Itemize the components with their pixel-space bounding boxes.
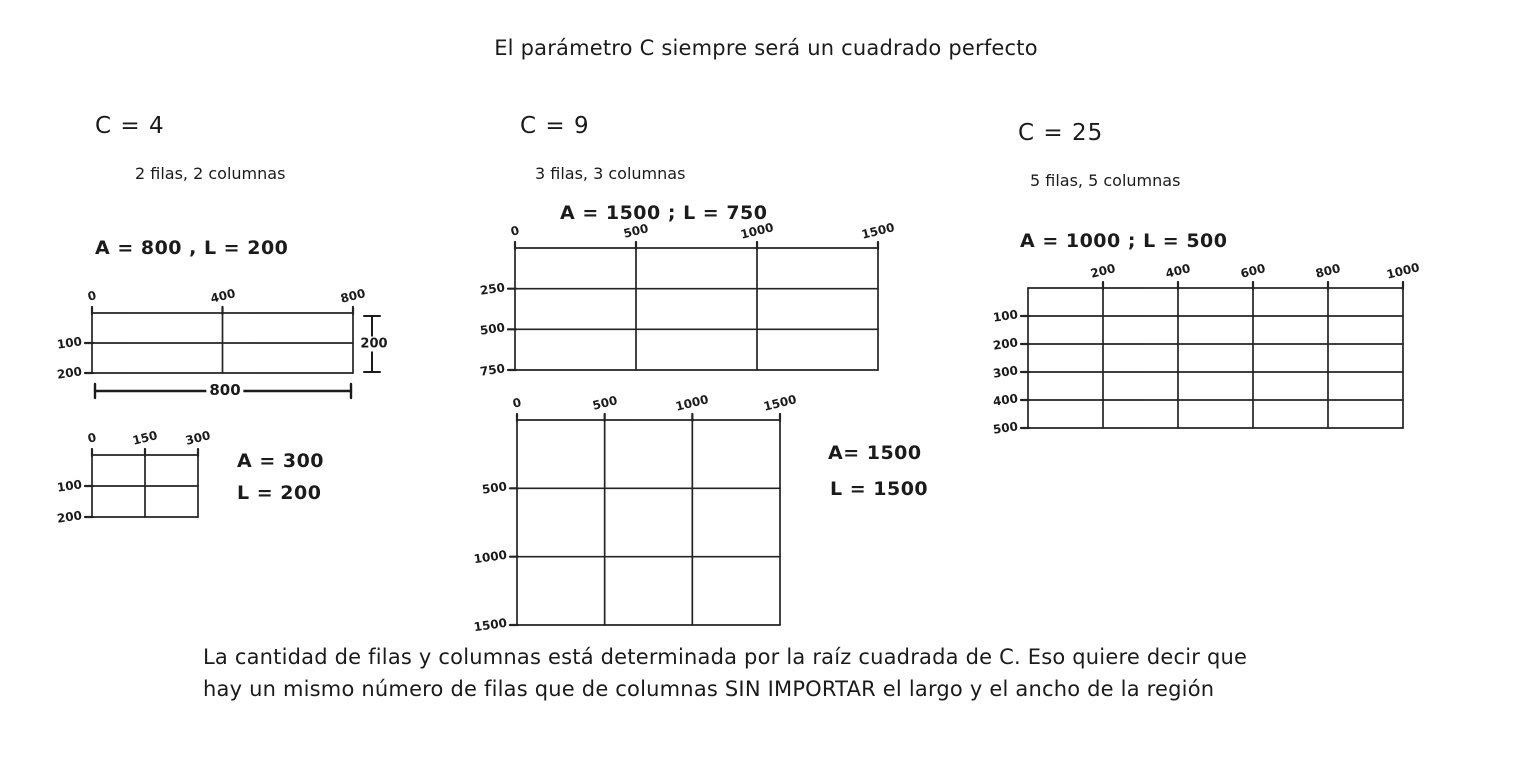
y-tick-label: 300 — [992, 363, 1019, 381]
c4-width-bracket — [93, 383, 353, 399]
x-tick-label: 0 — [509, 223, 521, 239]
c9-top-grid — [479, 220, 896, 379]
grid-lines — [92, 313, 353, 373]
y-tick-label: 750 — [479, 361, 506, 379]
x-tick-label: 800 — [1314, 261, 1342, 281]
c25-params-label: A = 1000 ; L = 500 — [1020, 230, 1228, 252]
c9-bottom-length-label: L = 1500 — [830, 478, 929, 500]
x-tick-label: 500 — [590, 393, 619, 413]
c4-width-value: 800 — [206, 381, 243, 399]
c4-small-area-label: A = 300 — [237, 450, 325, 472]
x-tick-label: 0 — [86, 288, 98, 304]
x-tick-label: 300 — [184, 428, 212, 448]
grid-lines — [1028, 288, 1403, 428]
x-tick-label: 150 — [131, 428, 159, 448]
c4-small-length-label: L = 200 — [237, 482, 322, 504]
footer-line-1: La cantidad de filas y columnas está determinada por la raíz cuadrada de C. Eso quiere decir que — [203, 645, 1248, 669]
x-tick-label: 1500 — [860, 220, 896, 242]
y-tick-label: 400 — [992, 391, 1019, 409]
x-tick-label: 400 — [208, 286, 237, 306]
y-tick-label: 250 — [479, 279, 506, 298]
y-tick-label: 200 — [56, 508, 83, 526]
c4-main-grid — [56, 286, 367, 382]
y-tick-label: 500 — [479, 320, 506, 339]
c25-subheading: 5 filas, 5 columnas — [1030, 171, 1181, 190]
footer-line-2: hay un mismo número de filas que de columnas SIN IMPORTAR el largo y el ancho de la región — [203, 677, 1215, 701]
y-tick-label: 100 — [56, 477, 83, 495]
grid-lines — [92, 455, 198, 517]
c9-bottom-area-label: A= 1500 — [828, 442, 922, 464]
x-tick-label: 1000 — [739, 220, 775, 242]
y-tick-label: 200 — [56, 364, 83, 382]
y-tick-label: 1000 — [472, 547, 508, 566]
c4-small-grid — [56, 428, 212, 526]
y-tick-label: 100 — [56, 334, 83, 352]
c4-heading: C = 4 — [95, 113, 165, 139]
y-tick-label: 1500 — [472, 615, 508, 635]
x-tick-label: 1000 — [674, 392, 711, 414]
c4-height-value: 200 — [357, 337, 390, 352]
grid-lines — [517, 420, 780, 625]
x-tick-label: 1500 — [762, 392, 798, 414]
y-tick-label: 200 — [992, 335, 1019, 353]
y-tick-label: 100 — [992, 307, 1019, 325]
grid-lines — [515, 248, 878, 370]
c9-heading: C = 9 — [520, 113, 590, 139]
c4-height-bracket — [360, 314, 388, 374]
x-tick-label: 600 — [1239, 261, 1267, 281]
x-tick-label: 200 — [1089, 261, 1117, 281]
x-tick-label: 400 — [1164, 261, 1192, 281]
c4-params-label: A = 800 , L = 200 — [95, 237, 289, 259]
x-tick-label: 0 — [86, 430, 98, 446]
x-tick-label: 500 — [622, 221, 650, 241]
y-tick-label: 500 — [992, 419, 1019, 437]
c25-heading: C = 25 — [1018, 120, 1104, 146]
x-tick-label: 800 — [339, 286, 367, 306]
c9-subheading: 3 filas, 3 columnas — [535, 164, 686, 183]
x-tick-label: 0 — [511, 395, 523, 411]
c25-main-grid — [992, 260, 1421, 437]
c9-params-label: A = 1500 ; L = 750 — [560, 202, 768, 224]
y-tick-label: 500 — [481, 479, 508, 497]
c4-subheading: 2 filas, 2 columnas — [135, 164, 286, 183]
x-tick-label: 1000 — [1385, 260, 1421, 282]
page-title: El parámetro C siempre será un cuadrado perfecto — [494, 36, 1038, 60]
c9-bottom-grid — [472, 392, 798, 635]
